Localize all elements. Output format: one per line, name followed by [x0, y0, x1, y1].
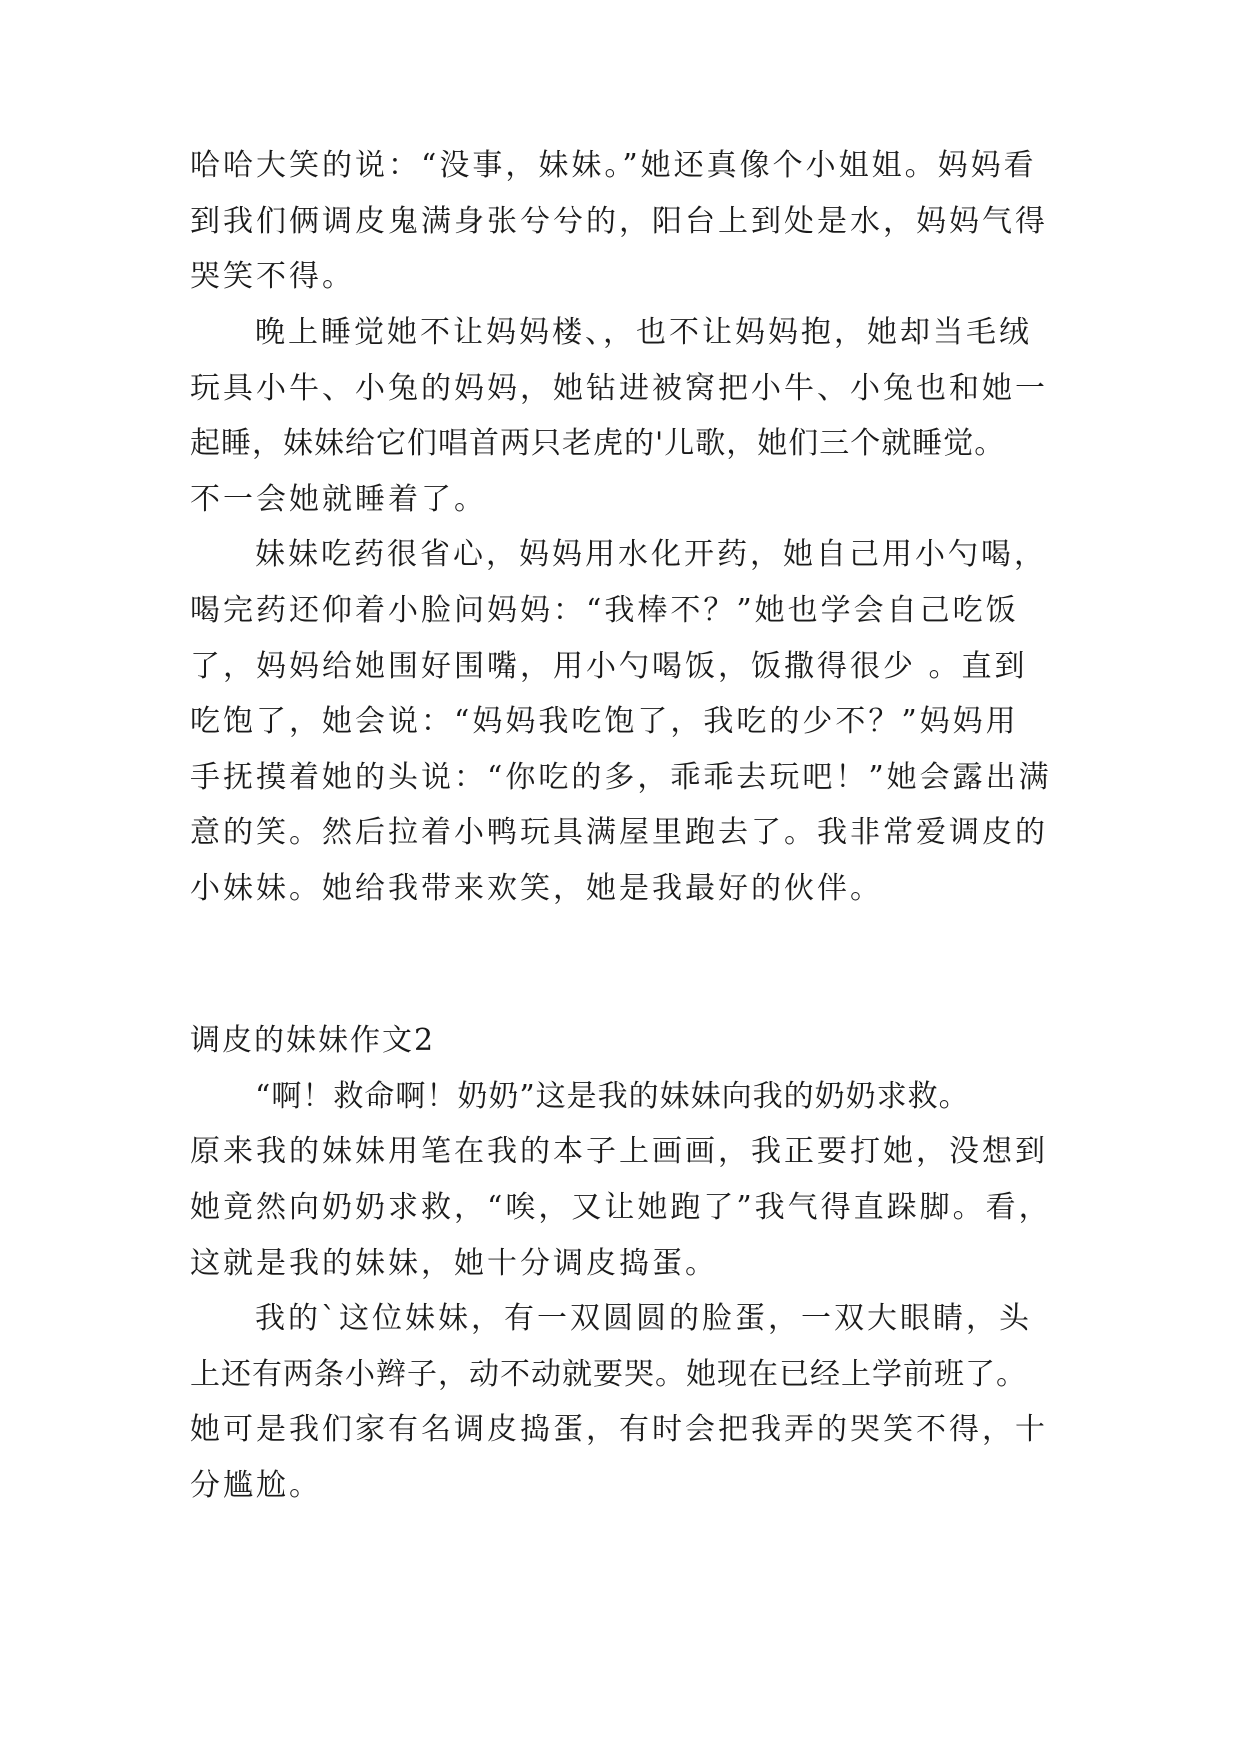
- text-line: 分尴尬。: [190, 1468, 322, 1503]
- text-line: 了，妈妈给她围好围嘴，用小勺喝饭，饭撒得很少 。直到: [190, 649, 1028, 684]
- text-line: 上还有两条小辫子，动不动就要哭。她现在已经上学前班了。: [190, 1357, 1027, 1392]
- text-line: 哈哈大笑的说：“没事，妹妹。”她还真像个小姐姐。妈妈看: [190, 148, 1037, 183]
- section-title: 调皮的妹妹作文2: [190, 1023, 436, 1058]
- text-line: 不一会她就睡着了。: [190, 482, 487, 517]
- text-line: “啊！救命啊！奶奶”这是我的妹妹向我的奶奶求救。: [255, 1079, 970, 1114]
- text-line: 意的笑。然后拉着小鸭玩具满屋里跑去了。我非常爱调皮的: [190, 815, 1048, 850]
- text-line: 吃饱了，她会说：“妈妈我吃饱了，我吃的少不？”妈妈用: [190, 704, 1019, 739]
- text-line: 原来我的妹妹用笔在我的本子上画画，我正要打她，没想到: [190, 1134, 1048, 1169]
- text-line: 玩具小牛、小兔的妈妈，她钻进被窝把小牛、小兔也和她一: [190, 371, 1048, 406]
- text-line: 起睡，妹妹给它们唱首两只老虎的'儿歌，她们三个就睡觉。: [190, 426, 1006, 461]
- text-line: 哭笑不得。: [190, 259, 355, 294]
- text-line: 手抚摸着她的头说：“你吃的多，乖乖去玩吧！”她会露出满: [190, 760, 1052, 795]
- text-line: 喝完药还仰着小脸问妈妈：“我棒不？”她也学会自己吃饭: [190, 593, 1019, 628]
- text-line: 小妹妹。她给我带来欢笑，她是我最好的伙伴。: [190, 871, 883, 906]
- text-line: 我的`这位妹妹，有一双圆圆的脸蛋，一双大眼睛，头: [255, 1301, 1032, 1336]
- text-line: 晚上睡觉她不让妈妈楼、，也不让妈妈抱，她却当毛绒: [255, 315, 1032, 350]
- text-line: 到我们俩调皮鬼满身张兮兮的，阳台上到处是水，妈妈气得: [190, 204, 1048, 239]
- text-line: 她竟然向奶奶求救，“唉，又让她跑了”我气得直跺脚。看，: [190, 1190, 1052, 1225]
- text-line: 妹妹吃药很省心，妈妈用水化开药，她自己用小勺喝，: [255, 537, 1047, 572]
- text-line: 这就是我的妹妹，她十分调皮捣蛋。: [190, 1246, 718, 1281]
- text-line: 她可是我们家有名调皮捣蛋，有时会把我弄的哭笑不得，十: [190, 1412, 1048, 1447]
